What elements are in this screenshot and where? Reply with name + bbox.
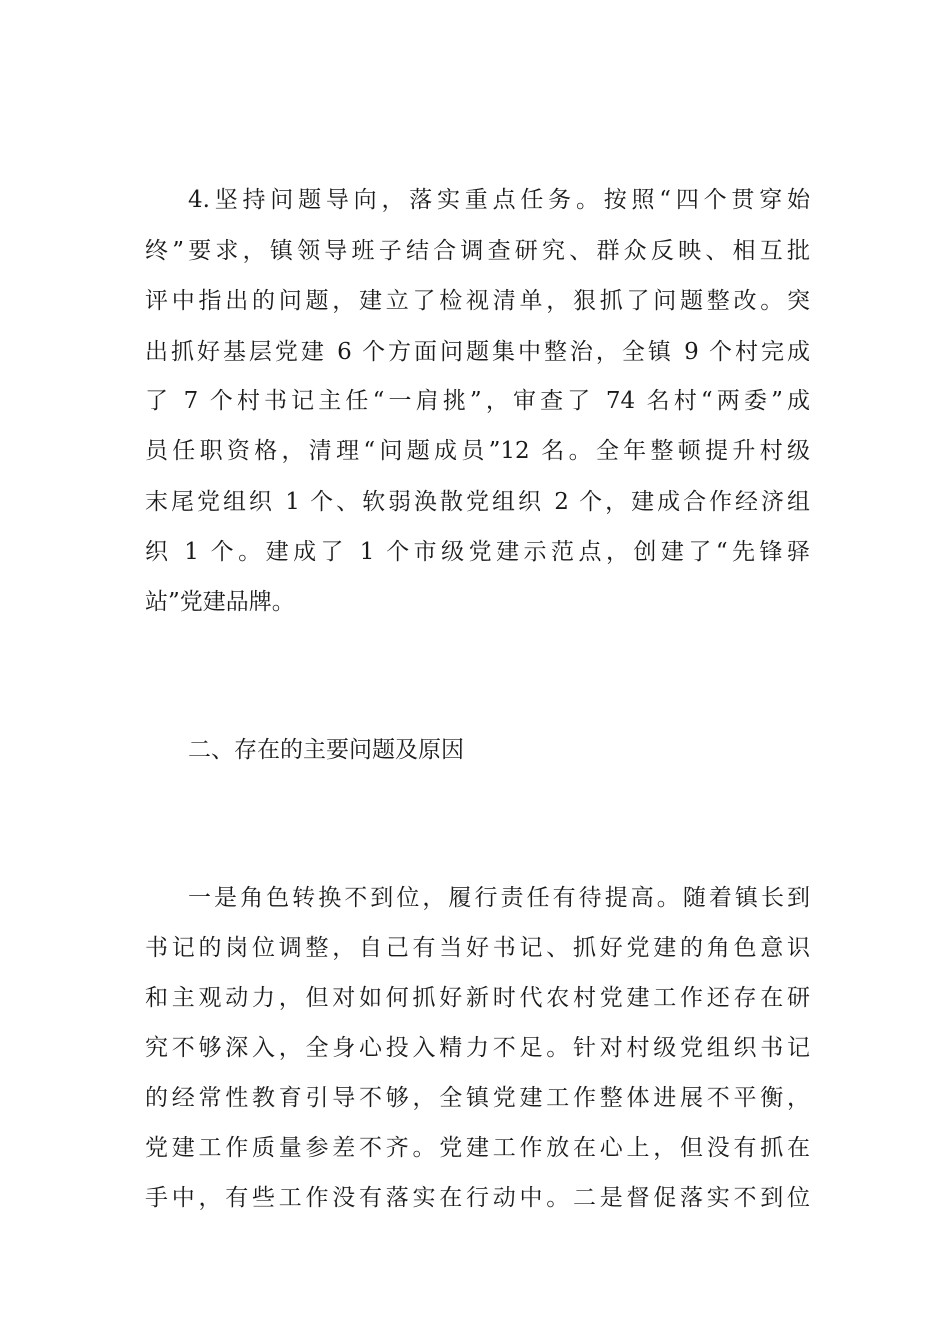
paragraph1-line-5: 了 7 个村书记主任“一肩挑”，审查了 74 名村“两委”成	[145, 388, 810, 414]
paragraph1-line-1: 4.坚持问题导向，落实重点任务。按照“四个贯穿始	[188, 187, 810, 213]
paragraph1-line-9: 站”党建品牌。	[145, 589, 295, 615]
paragraph2-line-6: 党建工作质量参差不齐。党建工作放在心上，但没有抓在	[145, 1135, 810, 1161]
paragraph2-line-3: 和主观动力，但对如何抓好新时代农村党建工作还存在研	[145, 985, 810, 1011]
paragraph1-line-4: 出抓好基层党建 6 个方面问题集中整治，全镇 9 个村完成	[145, 339, 810, 365]
paragraph2-line-5: 的经常性教育引导不够，全镇党建工作整体进展不平衡，	[145, 1085, 810, 1111]
paragraph1-line-6: 员任职资格，清理“问题成员”12 名。全年整顿提升村级	[145, 438, 810, 464]
paragraph2-line-7: 手中，有些工作没有落实在行动中。二是督促落实不到位	[145, 1185, 810, 1211]
paragraph1-line-3: 评中指出的问题，建立了检视清单，狠抓了问题整改。突	[145, 288, 810, 314]
paragraph1-line-2: 终”要求，镇领导班子结合调查研究、群众反映、相互批	[145, 238, 810, 264]
section-heading: 二、存在的主要问题及原因	[188, 737, 464, 763]
paragraph2-line-1: 一是角色转换不到位，履行责任有待提高。随着镇长到	[188, 885, 810, 911]
paragraph2-line-4: 究不够深入，全身心投入精力不足。针对村级党组织书记	[145, 1035, 810, 1061]
paragraph1-line-7: 末尾党组织 1 个、软弱涣散党组织 2 个，建成合作经济组	[145, 489, 810, 515]
paragraph1-line-8: 织 1 个。建成了 1 个市级党建示范点，创建了“先锋驿	[145, 539, 810, 565]
paragraph2-line-2: 书记的岗位调整，自己有当好书记、抓好党建的角色意识	[145, 935, 810, 961]
